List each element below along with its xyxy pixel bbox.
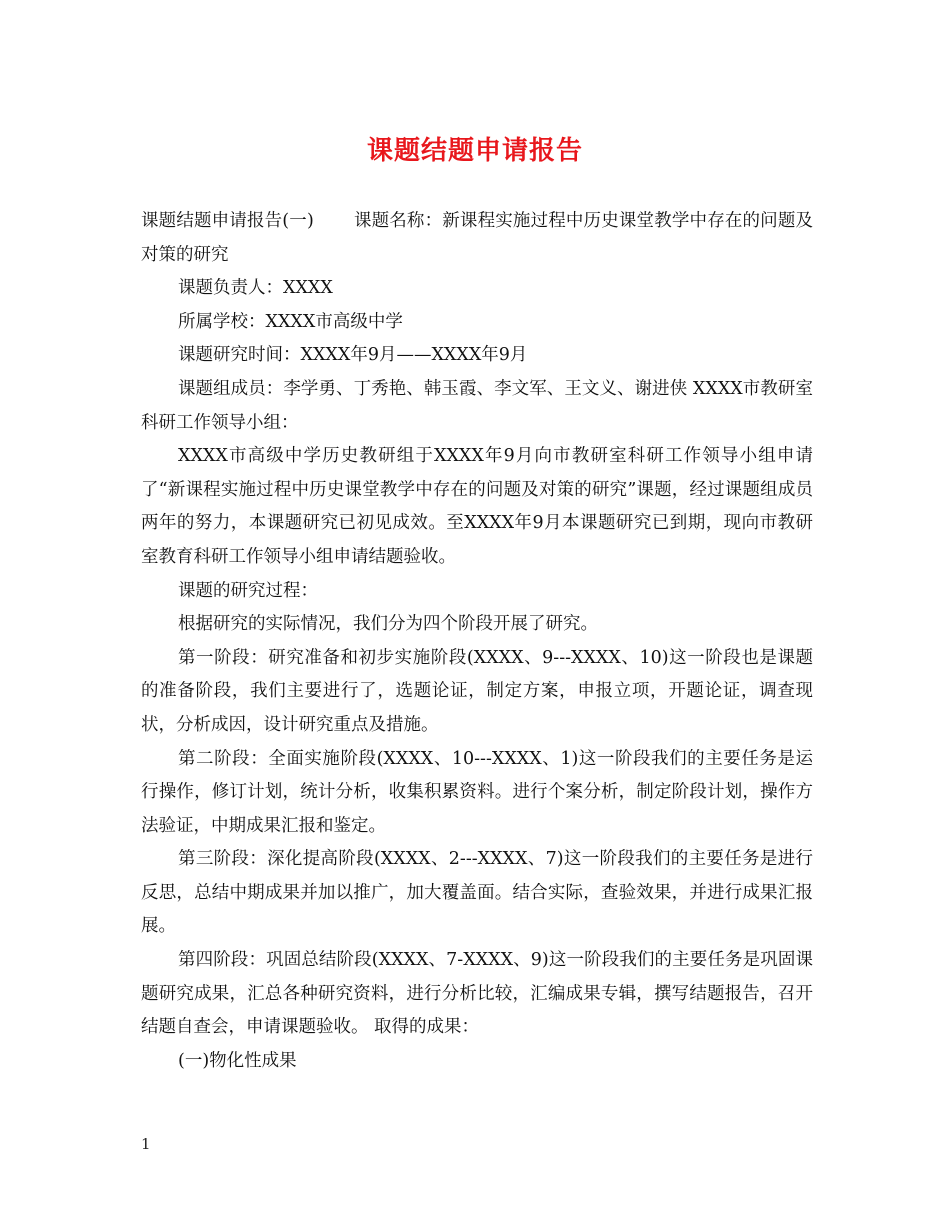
document-title: 课题结题申请报告 <box>366 136 583 166</box>
stage-2: 第二阶段：全面实施阶段(XXXX、10---XXXX、1)这一阶段我们的主要任务是运行操作，修订计划，统计分析，收集积累资料。进行个案分析，制定阶段计划，操作方法验证，中期成果汇报和鉴定。 <box>141 748 813 836</box>
project-school: 所属学校：XXXX市高级中学 <box>178 311 403 332</box>
report-subtitle: 课题结题申请报告(一) <box>141 211 314 231</box>
results-subheading: (一)物化性成果 <box>178 1050 297 1071</box>
project-leader: 课题负责人：XXXX <box>178 278 333 299</box>
stage-3: 第三阶段：深化提高阶段(XXXX、2---XXXX、7)这一阶段我们的主要任务是进行反思，总结中期成果并加以推广，加大覆盖面。结合实际，查验效果，并进行成果汇报展。 <box>141 849 813 937</box>
paragraph-application: XXXX市高级中学历史教研组于XXXX年9月向市教研室科研工作领导小组申请了“新课程实施过程中历史课堂教学中存在的问题及对策的研究”课题，经过课题组成员两年的努力，本课题研究已初见成效。至XXXX年9月本课题研究已到期，现向市教研室教育科研工作领导小组申请结题验收。 <box>141 446 813 567</box>
stage-4: 第四阶段：巩固总结阶段(XXXX、7-XXXX、9)这一阶段我们的主要任务是巩固课题研究成果，汇总各种研究资料，进行分析比较，汇编成果专辑，撰写结题报告，召开结题自查会，申请课题验收。 取得的成果： <box>141 950 813 1038</box>
project-period: 课题研究时间：XXXX年9月——XXXX年9月 <box>178 345 528 366</box>
stage-1: 第一阶段：研究准备和初步实施阶段(XXXX、9---XXXX、10)这一阶段也是课题的准备阶段，我们主要进行了，选题论证，制定方案，申报立项，开题论证，调查现状，分析成因，设计研究重点及措施。 <box>141 647 813 735</box>
project-members: 课题组成员：李学勇、丁秀艳、韩玉霞、李文军、王文义、谢进侠 XXXX市教研室科研工作领导小组： <box>141 378 813 433</box>
process-intro: 根据研究的实际情况，我们分为四个阶段开展了研究。 <box>178 614 598 635</box>
project-name: 课题名称：新课程实施过程中历史课堂教学中存在的问题及对策的研究 <box>141 211 813 265</box>
process-heading: 课题的研究过程： <box>178 580 318 601</box>
page-number: 1 <box>141 1135 151 1153</box>
paragraph-intro <box>141 205 813 272</box>
document-body <box>141 205 813 1078</box>
